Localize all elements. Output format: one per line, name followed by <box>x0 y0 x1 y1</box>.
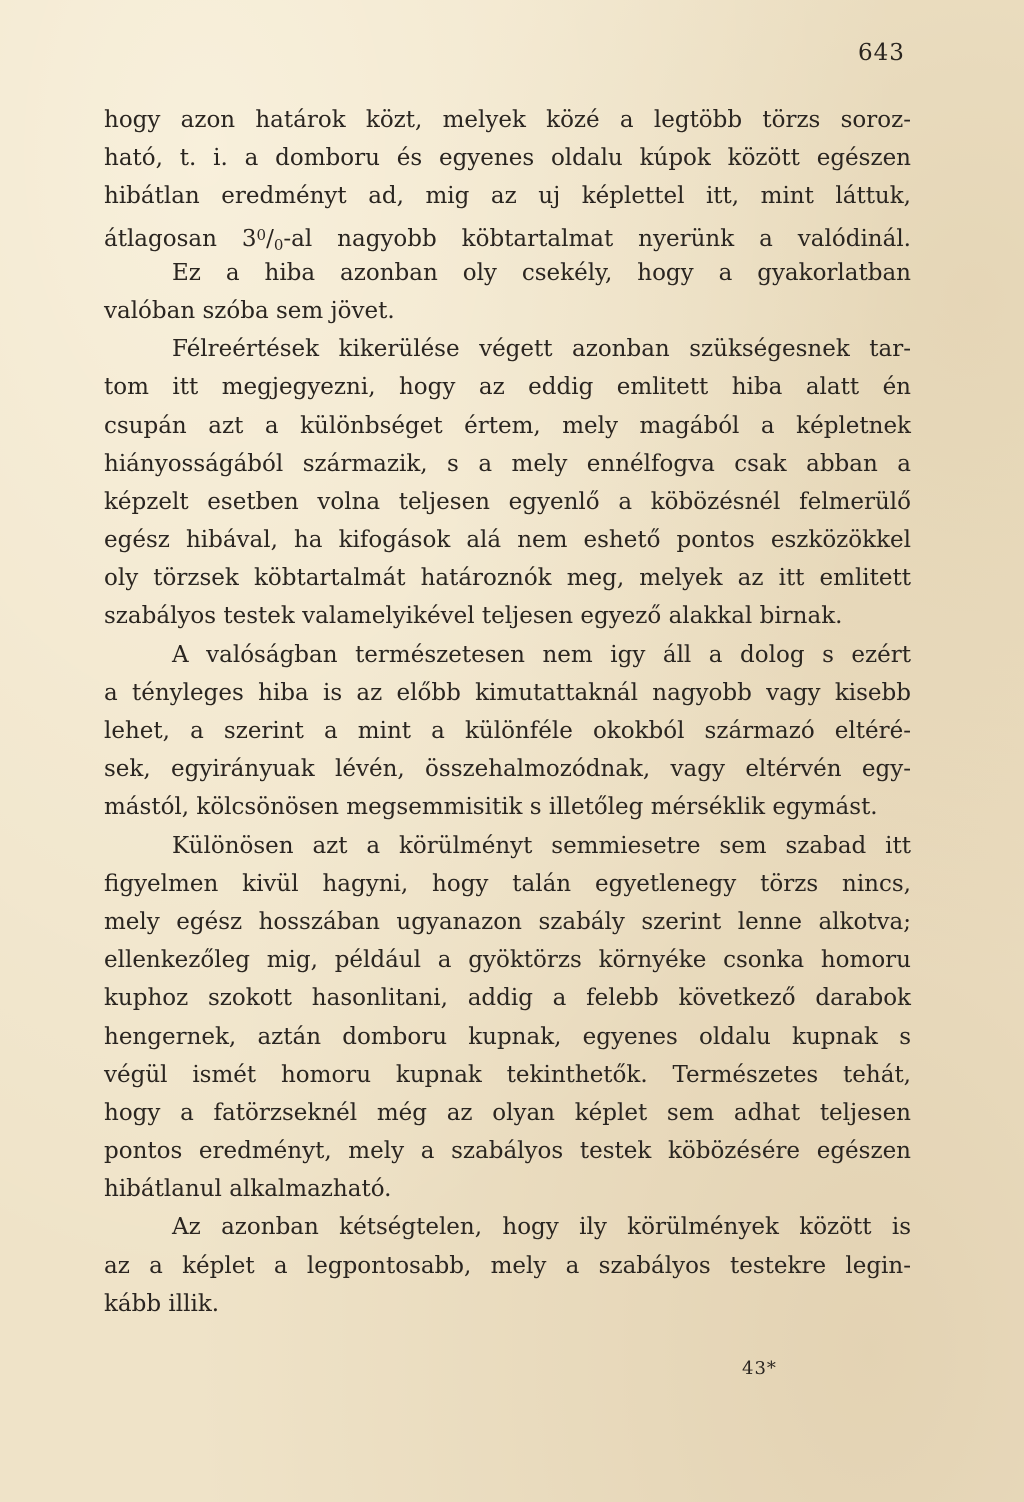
text-fragment-sub: 0 <box>273 235 284 254</box>
text-line: hibátlan eredményt ad, mig az uj képlettel itt, mint láttuk, <box>104 183 911 210</box>
text-line: A valóságban természetesen nem igy áll a dolog s ezért <box>172 641 911 668</box>
page-number: 643 <box>858 40 905 66</box>
text-line: tom itt megjegyezni, hogy az eddig emlitett hiba alatt én <box>104 374 911 401</box>
text-fragment-slash: / <box>266 225 274 252</box>
text-line: végül ismét homoru kupnak tekinthetők. Természetes tehát, <box>104 1061 911 1088</box>
text-line: kuphoz szokott hasonlitani, addig a felebb következő darabok <box>104 985 911 1012</box>
signature-mark: 43* <box>742 1358 777 1379</box>
text-line: mely egész hosszában ugyanazon szabály szerint lenne alkotva; <box>104 908 911 935</box>
text-line: a tényleges hiba is az előbb kimutattaknál nagyobb vagy kisebb <box>104 679 911 706</box>
text-line: oly törzsek köbtartalmát határoznók meg, melyek az itt emlitett <box>104 565 911 592</box>
text-line: hiányosságából származik, s a mely ennélfogva csak abban a <box>104 450 911 477</box>
text-line: csupán azt a különbséget értem, mely magából a képletnek <box>104 412 911 439</box>
text-line: figyelmen kivül hagyni, hogy talán egyetlenegy törzs nincs, <box>104 870 911 897</box>
text-line: pontos eredményt, mely a szabályos testek köbözésére egészen <box>104 1138 911 1165</box>
text-line <box>104 216 911 254</box>
text-line: ható, t. i. a domboru és egyenes oldalu kúpok között egészen <box>104 145 911 172</box>
body-text <box>104 101 911 1323</box>
text-line: szabályos testek valamelyikével teljesen egyező alakkal birnak. <box>104 603 843 630</box>
text-line: hengernek, aztán domboru kupnak, egyenes oldalu kupnak s <box>104 1023 911 1050</box>
text-fragment-pre: átlagosan 3 <box>104 225 257 252</box>
text-line: sek, egyirányuak lévén, összehalmozódnak, vagy eltérvén egy- <box>104 756 911 783</box>
text-line: hogy azon határok közt, melyek közé a legtöbb törzs soroz- <box>104 107 911 133</box>
text-line: Félreértések kikerülése végett azonban szükségesnek tar- <box>172 336 911 363</box>
text-line: Különösen azt a körülményt semmiesetre sem szabad itt <box>172 832 911 859</box>
text-line: ellenkezőleg mig, például a gyöktörzs környéke csonka homoru <box>104 947 911 974</box>
text-line: hibátlanul alkalmazható. <box>104 1176 392 1203</box>
text-line: Az azonban kétségtelen, hogy ily körülmények között is <box>172 1214 911 1241</box>
text-line: mástól, kölcsönösen megsemmisitik s illetőleg mérséklik egymást. <box>104 794 878 821</box>
text-line: az a képlet a legpontosabb, mely a szabályos testekre legin- <box>104 1252 911 1279</box>
text-line: kább illik. <box>104 1290 220 1317</box>
text-line: képzelt esetben volna teljesen egyenlő a köbözésnél felmerülő <box>104 488 911 515</box>
text-line: Ez a hiba azonban oly csekély, hogy a gyakorlatban <box>172 259 911 286</box>
text-fragment-post: -al nagyobb köbtartalmat nyerünk a valódinál. <box>283 225 911 252</box>
text-line: lehet, a szerint a mint a különféle okokból származó eltéré- <box>104 718 911 744</box>
text-fragment-sup: 0 <box>256 225 267 244</box>
text-line: valóban szóba sem jövet. <box>104 297 395 324</box>
text-line: egész hibával, ha kifogások alá nem eshető pontos eszközökkel <box>104 527 911 554</box>
text-line: hogy a fatörzseknél még az olyan képlet sem adhat teljesen <box>104 1099 911 1126</box>
